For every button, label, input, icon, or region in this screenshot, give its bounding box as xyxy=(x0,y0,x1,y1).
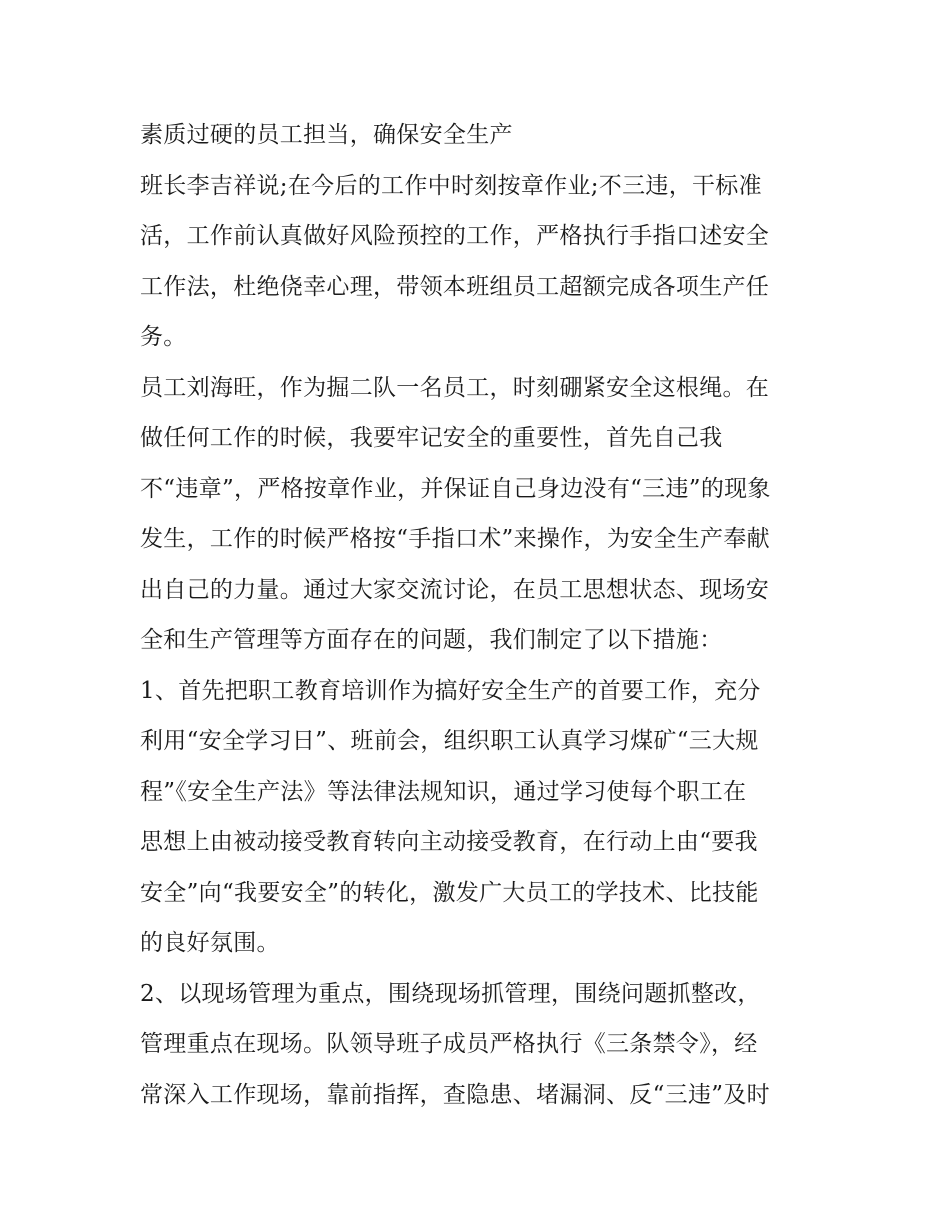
text-line: 的良好氛围。 xyxy=(140,930,280,956)
body-text xyxy=(140,110,820,1120)
text-line: 素质过硬的员工担当，确保安全生产 xyxy=(140,122,513,148)
text-line: 安全”向“我要安全”的转化，激发广大员工的学技术、比技能 xyxy=(140,879,759,906)
text-line: 出自己的力量。通过大家交流讨论，在员工思想状态、现场安 xyxy=(140,576,770,603)
text-line: 思想上由被动接受教育转向主动接受教育，在行动上由“要我 xyxy=(140,829,758,855)
text-line: 活，工作前认真做好风险预控的工作，严格执行手指口述安全 xyxy=(140,223,770,249)
text-line: 班长李吉祥说;在今后的工作中时刻按章作业;不三违，干标准 xyxy=(140,172,762,199)
text-line: 员工刘海旺，作为掘二队一名员工，时刻硼紧安全这根绳。在 xyxy=(140,374,770,401)
text-line: 程”《安全生产法》等法律法规知识，通过学习使每个职工在 xyxy=(140,778,747,805)
text-line: 管理重点在现场。队领导班子成员严格执行《三条禁令》，经 xyxy=(140,1031,758,1057)
text-line: 发生，工作的时候严格按“手指口术”来操作，为安全生产奉献 xyxy=(140,526,770,552)
text-line: 1、首先把职工教育培训作为搞好安全生产的首要工作，充分 xyxy=(140,677,761,704)
text-line: 务。 xyxy=(140,324,187,350)
text-line: 不“违章”，严格按章作业，并保证自己身边没有“三违”的现象 xyxy=(140,475,771,502)
text-line: 利用“安全学习日”、班前会，组织职工认真学习煤矿“三大规 xyxy=(140,728,759,754)
text-line: 常深入工作现场，靠前指挥，查隐患、堵漏洞、反“三违”及时 xyxy=(140,1081,770,1108)
text-line: 2、以现场管理为重点，围绕现场抓管理，围绕问题抓整改， xyxy=(140,980,761,1007)
text-line: 工作法，杜绝侥幸心理，带领本班组员工超额完成各项生产任 xyxy=(140,273,770,300)
text-line: 做任何工作的时候，我要牢记安全的重要性，首先自己我 xyxy=(140,425,723,451)
text-line: 全和生产管理等方面存在的问题，我们制定了以下措施： xyxy=(140,627,723,653)
